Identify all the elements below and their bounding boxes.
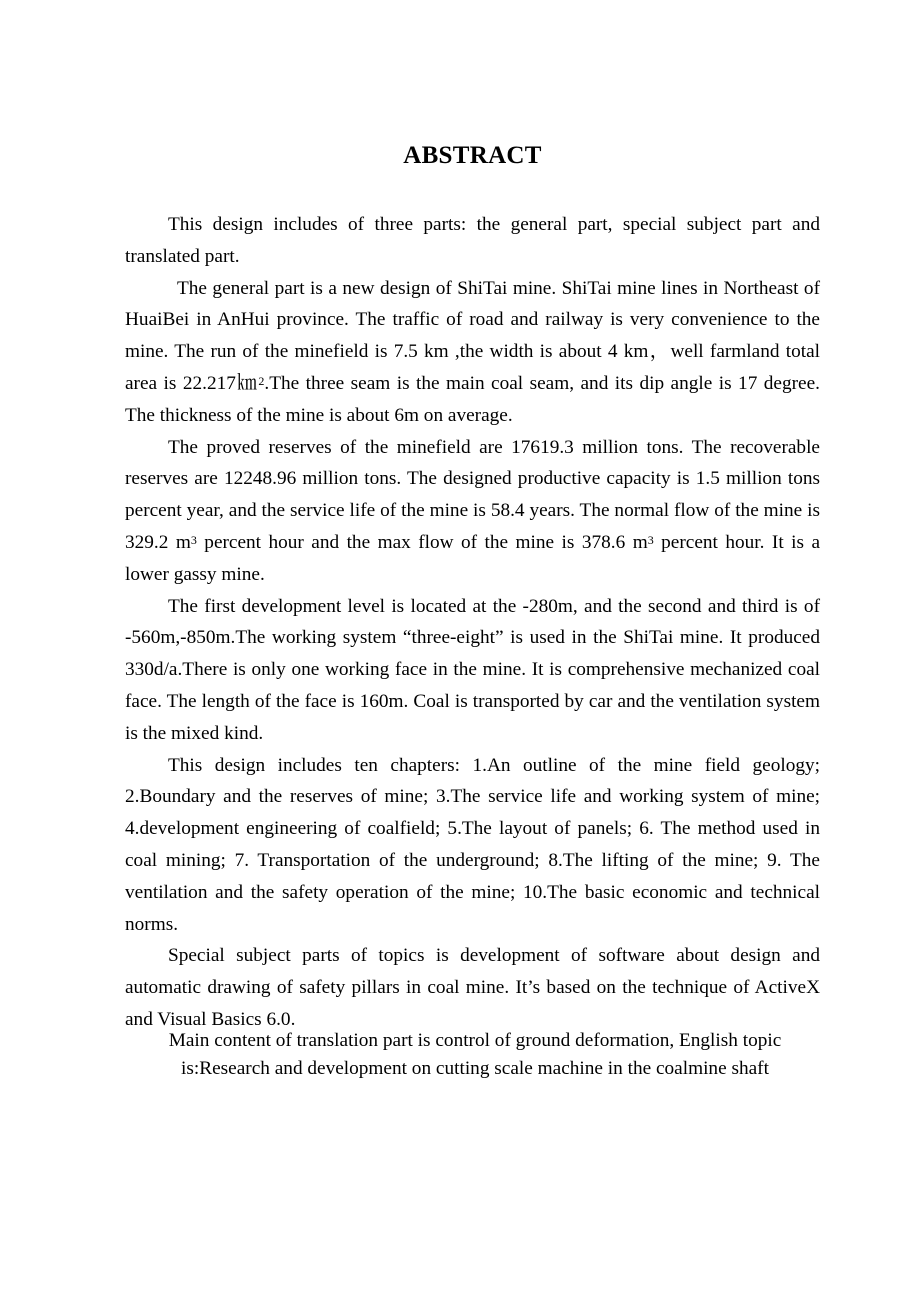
paragraph-6: Special subject parts of topics is development of software about design and automatic drawing of safety pillars in coal mine. It’s based on the technique of ActiveX and Visual Basics 6.0.	[125, 945, 820, 1030]
abstract-body	[125, 209, 820, 1036]
paragraph-7	[120, 1027, 830, 1083]
superscript-km2: 2	[258, 373, 265, 388]
paragraph-3-text-c: percent hour. It is a lower gassy mine.	[125, 531, 820, 585]
paragraph-3-text-a: The proved reserves of the minefield are 17619.3 million tons. The recoverable reserves are 12248.96 million tons. The designed productive capacity is 1.5 million tons percent year, and the service life of the mine is 58.4 years. The normal flow of the mine is 329.2 m	[125, 436, 820, 553]
paragraph-5: This design includes ten chapters: 1.An outline of the mine field geology; 2.Boundary and the reserves of mine; 3.The service life and working system of mine; 4.development engineering of coalfield; 5.The layout of panels; 6. The method used in coal mining; 7. Transportation of the underground; 8.The lifting of the mine; 9. The ventilation and the safety operation of the mine; 10.The basic economic and technical norms.	[125, 754, 820, 935]
paragraph-1: This design includes of three parts: the general part, special subject part and translated part.	[125, 214, 820, 267]
paragraph-7-line-2: is:Research and development on cutting scale machine in the coalmine shaft	[181, 1058, 769, 1079]
paragraph-3	[125, 432, 820, 591]
page-title: ABSTRACT	[403, 142, 542, 169]
paragraph-2-text-b: .The three seam is the main coal seam, and its dip angle is 17 degree. The thickness of the mine is about 6m on average.	[125, 372, 820, 426]
superscript-m3-a: 3	[190, 532, 197, 547]
superscript-m3-b: 3	[647, 532, 654, 547]
paragraph-2-text-a: The general part is a new design of ShiTai mine. ShiTai mine lines in Northeast of HuaiBei in AnHui province. The traffic of road and railway is very convenience to the mine. The run of the minefield is 7.5 km ,the width is about 4 km，well farmland total area is 22.217㎞	[125, 277, 820, 394]
paragraph-3-text-b: percent hour and the max flow of the mine is 378.6 m	[196, 531, 648, 553]
paragraph-4: The first development level is located at the -280m, and the second and third is of -560m,-850m.The working system “three-eight” is used in the ShiTai mine. It produced 330d/a.There is only one working face in the mine. It is comprehensive mechanized coal face. The length of the face is 160m. Coal is transported by car and the ventilation system is the mixed kind.	[125, 595, 820, 744]
paragraph-7-line-1: Main content of translation part is control of ground deformation, English topic	[168, 1030, 782, 1051]
paragraph-2	[125, 273, 820, 432]
